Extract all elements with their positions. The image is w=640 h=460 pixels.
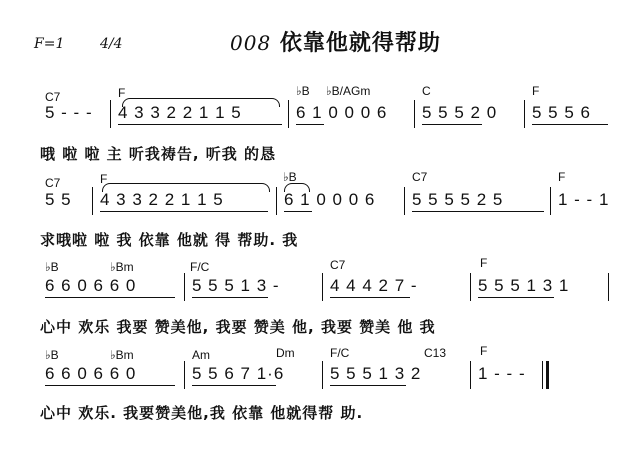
time-signature: 4/4 xyxy=(100,36,123,52)
chord: ♭B xyxy=(45,348,59,362)
lyric-line: 哦 啦 啦 主 听我祷告, 听我 的恳 xyxy=(40,145,277,163)
chord: C7 xyxy=(412,170,428,184)
measure: 1 - - 1 xyxy=(558,190,610,209)
beam-underline xyxy=(330,297,410,298)
barline xyxy=(184,273,185,301)
beam-underline xyxy=(296,124,324,125)
chord: F xyxy=(100,172,108,186)
beam-underline xyxy=(330,385,406,386)
measure: 6 1 0 0 0 6 xyxy=(284,190,376,209)
measure: 4 4 4 2 7 - xyxy=(330,276,418,295)
chord: ♭B xyxy=(296,84,310,98)
measure: 5 5 xyxy=(45,190,72,209)
beam-underline xyxy=(478,297,554,298)
measure: 5 5 5 5 2 5 xyxy=(412,190,504,209)
chord: ♭B xyxy=(283,170,297,184)
barline xyxy=(470,273,471,301)
barline xyxy=(276,187,277,215)
beam-underline xyxy=(412,211,544,212)
barline xyxy=(550,187,551,215)
measure: 5 - - - xyxy=(45,103,93,122)
chord: F xyxy=(118,86,126,100)
chord: ♭Bm xyxy=(110,348,134,362)
chord: C xyxy=(422,84,431,98)
barline xyxy=(184,361,185,389)
key-signature: F=1 xyxy=(34,36,65,52)
barline xyxy=(470,361,471,389)
barline xyxy=(92,187,93,215)
measure: 5 5 6 7 1·6 xyxy=(192,364,285,383)
lyric-line: 心中 欢乐. 我要赞美他,我 依靠 他就得帮 助. xyxy=(40,404,364,422)
song-number: 008 xyxy=(230,31,272,55)
chord: C7 xyxy=(45,90,61,104)
barline xyxy=(608,273,609,301)
measure: 6 1 0 0 0 6 xyxy=(296,103,388,122)
chord: Am xyxy=(192,348,210,362)
measure: 5 5 5 1 3 1 xyxy=(478,276,570,295)
chord: C7 xyxy=(330,258,346,272)
chord: F xyxy=(480,256,488,270)
measure: 5 5 5 1 3 2 xyxy=(330,364,422,383)
lyric-line: 心中 欢乐 我要 赞美他, 我要 赞美 他, 我要 赞美 他 我 xyxy=(40,318,436,336)
measure: 6 6 0 6 6 0 xyxy=(45,364,137,383)
measure: 1 - - - xyxy=(478,364,526,383)
final-barline-thick xyxy=(546,361,549,389)
beam-underline xyxy=(100,211,268,212)
beam-underline xyxy=(192,385,276,386)
lyric-line: 求哦啦 啦 我 依靠 他就 得 帮助. 我 xyxy=(40,231,299,249)
chord: ♭B xyxy=(45,260,59,274)
chord: C13 xyxy=(424,346,447,360)
barline xyxy=(322,273,323,301)
chord: F xyxy=(480,344,488,358)
song-title-text: 依靠他就得帮助 xyxy=(279,31,441,56)
measure: 5 5 5 1 3 - xyxy=(192,276,280,295)
barline xyxy=(524,100,525,128)
barline xyxy=(404,187,405,215)
beam-underline xyxy=(192,297,268,298)
measure: 4 3 3 2 2 1 1 5 xyxy=(100,190,224,209)
song-title xyxy=(230,26,441,57)
beam-underline xyxy=(532,124,608,125)
measure: 6 6 0 6 6 0 xyxy=(45,276,137,295)
beam-underline xyxy=(45,385,175,386)
beam-underline xyxy=(422,124,482,125)
chord: ♭Bm xyxy=(110,260,134,274)
beam-underline xyxy=(45,297,175,298)
chord: Dm xyxy=(276,346,295,360)
barline xyxy=(110,100,111,128)
barline xyxy=(288,100,289,128)
measure: 5 5 5 2 0 xyxy=(422,103,498,122)
chord: F xyxy=(558,170,566,184)
chord: C7 xyxy=(45,176,61,190)
final-barline xyxy=(542,361,543,389)
barline xyxy=(414,100,415,128)
barline xyxy=(322,361,323,389)
beam-underline xyxy=(118,124,282,125)
chord: F/C xyxy=(330,346,350,360)
measure: 4 3 3 2 2 1 1 5 xyxy=(118,103,242,122)
chord: ♭B/AGm xyxy=(326,84,371,98)
beam-underline xyxy=(284,211,312,212)
chord: F xyxy=(532,84,540,98)
measure: 5 5 5 6 xyxy=(532,103,591,122)
chord: F/C xyxy=(190,260,210,274)
